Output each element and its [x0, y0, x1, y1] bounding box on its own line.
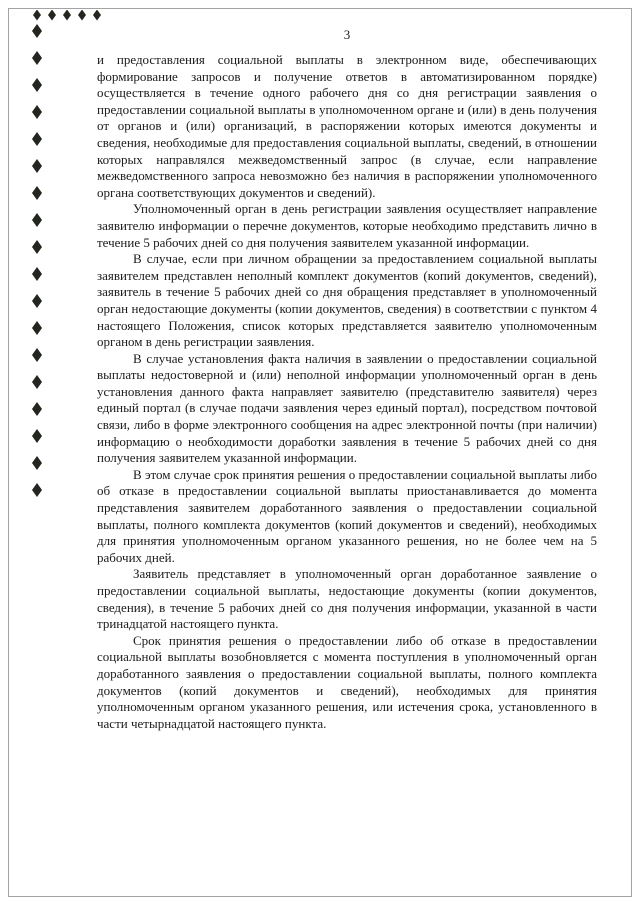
left-ornament-pattern [31, 24, 43, 497]
paragraph: В этом случае срок принятия решения о предоставлении социальной выплаты либо об отказе в предоставлении социальной выплаты приостанавливается до момента представления заявителем доработанного заявления о предоставлении социальной выплаты, полного комплекта документов (копий документов и сведений), необходимых для принятия уполномоченным органом указанного решения, но не более чем на 5 рабочих дней. [97, 466, 597, 565]
paragraph: Срок принятия решения о предоставлении либо об отказе в предоставлении социальной выплаты возобновляется с момента поступления в уполномоченный орган доработанного заявления о предоставлении социальной выплаты, полного комплекта документов (копий документов и сведений), необходимых для принятия уполномоченным органом указанного решения, или истечения срока, установленного в части четырнадцатой настоящего пункта. [97, 632, 597, 731]
paragraph: Уполномоченный орган в день регистрации заявления осуществляет направление заявителю информации о перечне документов, которые необходимо представить лично в течение 5 рабочих дней со дня получения заявителем указанной информации. [97, 201, 597, 250]
document-text [97, 52, 597, 732]
paragraph: В случае установления факта наличия в заявлении о предоставлении социальной выплаты недостоверной и (или) неполной информации уполномоченный орган в день установления данного факта направляет заявителю (представителю заявителя) через единый портал (в случае подачи заявления через единый портал), посредством почтовой связи, либо в форме электронного сообщения на адрес электронной почты (при наличии) информацию о необходимости доработки заявления в течение 5 рабочих дней со дня получения заявителем указанной информации. [97, 350, 597, 466]
paragraph: и предоставления социальной выплаты в электронном виде, обеспечивающих формирование запросов и получение ответов в автоматизированном порядке) осуществляется в течение одного рабочего дня со дня регистрации заявления о предоставлении социальной выплаты в уполномоченном органе и (или) в день получения от органов и (или) организаций, в распоряжении которых имеются документы и сведения, необходимые для предоставления социальной выплаты, сведений, в отношении которых направлялся межведомственный запрос (в случае, если направление межведомственного запроса невозможно без наличия в распоряжении уполномоченного органа соответствующих документов и сведений). [97, 52, 597, 200]
top-ornament-pattern [33, 9, 101, 21]
paragraph: Заявитель представляет в уполномоченный орган доработанное заявление о предоставлении социальной выплаты, недостающие документы (копии документов, сведения), в течение 5 рабочих дней со дня получения информации, указанной в части тринадцатой настоящего пункта. [97, 566, 597, 632]
paragraph: В случае, если при личном обращении за предоставлением социальной выплаты заявителем представлен неполный комплект документов (копий документов, сведений), заявитель в течение 5 рабочих дней со дня обращения представляет в уполномоченный орган недостающие документы (копии документов, сведения) в соответствии с пунктом 4 настоящего Положения, список которых представляется заявителю уполномоченным органом в день регистрации заявления. [97, 251, 597, 350]
page-number: 3 [343, 27, 351, 42]
